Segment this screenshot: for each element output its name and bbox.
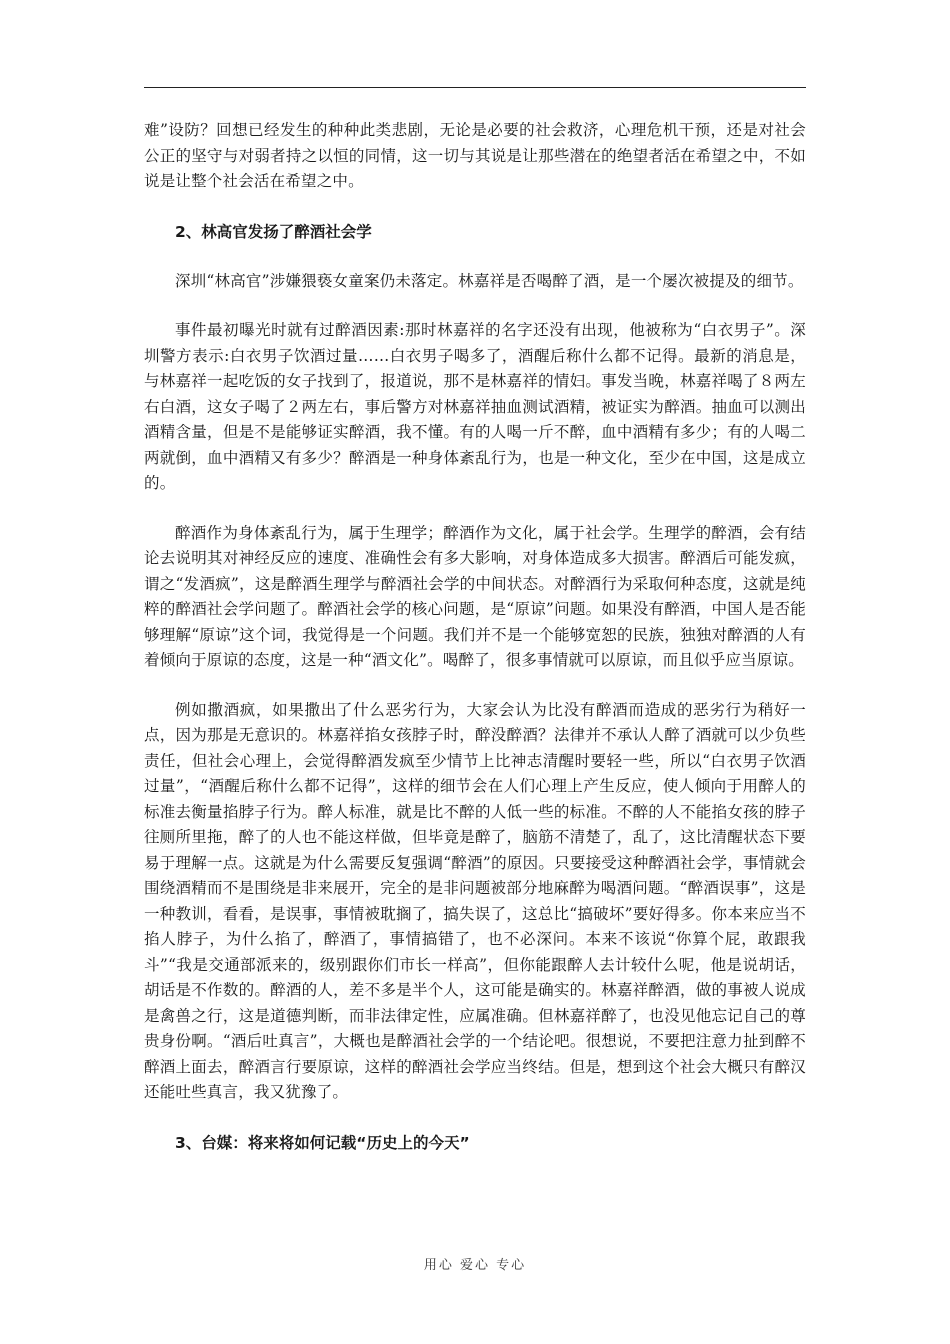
header-rule — [144, 87, 806, 88]
document-body — [144, 118, 806, 1156]
paragraph-drunk-sociology: 醉酒作为身体紊乱行为，属于生理学；醉酒作为文化，属于社会学。生理学的醉酒，会有结论去说明其对神经反应的速度、准确性会有多大影响，对身体造成多大损害。醉酒后可能发疯，谓之“发酒疯”，这是醉酒生理学与醉酒社会学的中间状态。对醉酒行为采取何种态度，这就是纯粹的醉酒社会学问题了。醉酒社会学的核心问题，是“原谅”问题。如果没有醉酒，中国人是否能够理解“原谅”这个词，我觉得是一个问题。我们并不是一个能够宽恕的民族，独独对醉酒的人有着倾向于原谅的态度，这是一种“酒文化”。喝醉了，很多事情就可以原谅，而且似乎应当原谅。 — [144, 523, 806, 669]
section-heading-3: 3、台媒：将来将如何记载“历史上的今天” — [175, 1133, 470, 1152]
section-heading-2: 2、林高官发扬了醉酒社会学 — [175, 222, 372, 241]
paragraph-incident-details: 事件最初曝光时就有过醉酒因素:那时林嘉祥的名字还没有出现，他被称为“白衣男子”。深圳警方表示:白衣男子饮酒过量……白衣男子喝多了，酒醒后称什么都不记得。最新的消息是，与林嘉祥一起吃饭的女子找到了，报道说，那不是林嘉祥的情妇。事发当晚，林嘉祥喝了８两左右白酒，这女子喝了２两左右，事后警方对林嘉祥抽血测试酒精，被证实为醉酒。抽血可以测出酒精含量，但是不是能够证实醉酒，我不懂。有的人喝一斤不醉，血中酒精有多少；有的人喝二两就倒，血中酒精又有多少？醉酒是一种身体紊乱行为，也是一种文化，至少在中国，这是成立的。 — [144, 321, 806, 492]
paragraph-drunk-behavior: 例如撒酒疯，如果撒出了什么恶劣行为，大家会认为比没有醉酒而造成的恶劣行为稍好一点，因为那是无意识的。林嘉祥掐女孩脖子时，醉没醉酒？法律并不承认人醉了酒就可以少负些责任，但社会心理上，会觉得醉酒发疯至少情节上比神志清醒时要轻一些，所以“白衣男子饮酒过量”，“酒醒后称什么都不记得”，这样的细节会在人们心理上产生反应，使人倾向于用醉人的标准去衡量掐脖子行为。醉人标准，就是比不醉的人低一些的标准。不醉的人不能掐女孩的脖子往厕所里拖，醉了的人也不能这样做，但毕竟是醉了，脑筋不清楚了，乱了，这比清醒状态下要易于理解一点。这就是为什么需要反复强调“醉酒”的原因。只要接受这种醉酒社会学，事情就会围绕酒精而不是围绕是非来展开，完全的是非问题被部分地麻醉为喝酒问题。“醉酒误事”，这是一种教训，看看，是误事，事情被耽搁了，搞失误了，这总比“搞破坏”要好得多。你本来应当不掐人脖子，为什么掐了，醉酒了，事情搞错了，也不必深问。本来不该说“你算个屁，敢跟我斗”“我是交通部派来的，级别跟你们市长一样高”，但你能跟醉人去计较什么呢，他是说胡话，胡话是不作数的。醉酒的人，差不多是半个人，这可能是确实的。林嘉祥醉酒，做的事被人说成是禽兽之行，这是道德判断，而非法律定性，应属准确。但林嘉祥醉了，也没见他忘记自己的尊贵身份啊。“酒后吐真言”，大概也是醉酒社会学的一个结论吧。很想说，不要把注意力扯到醉不醉酒上面去，醉酒言行要原谅，这样的醉酒社会学应当终结。但是，想到这个社会大概只有醉汉还能吐些真言，我又犹豫了。 — [144, 700, 806, 1101]
paragraph-shenzhen-case: 深圳“林高官”涉嫌猥亵女童案仍未落定。林嘉祥是否喝醉了酒，是一个屡次被提及的细节。 — [175, 271, 804, 290]
page-footer: 用心 爱心 专心 — [423, 1258, 527, 1273]
paragraph-intro: 难”设防？回想已经发生的种种此类悲剧，无论是必要的社会救济，心理危机干预，还是对社会公正的坚守与对弱者持之以恒的同情，这一切与其说是让那些潜在的绝望者活在希望之中，不如说是让整个社会活在希望之中。 — [144, 121, 806, 190]
